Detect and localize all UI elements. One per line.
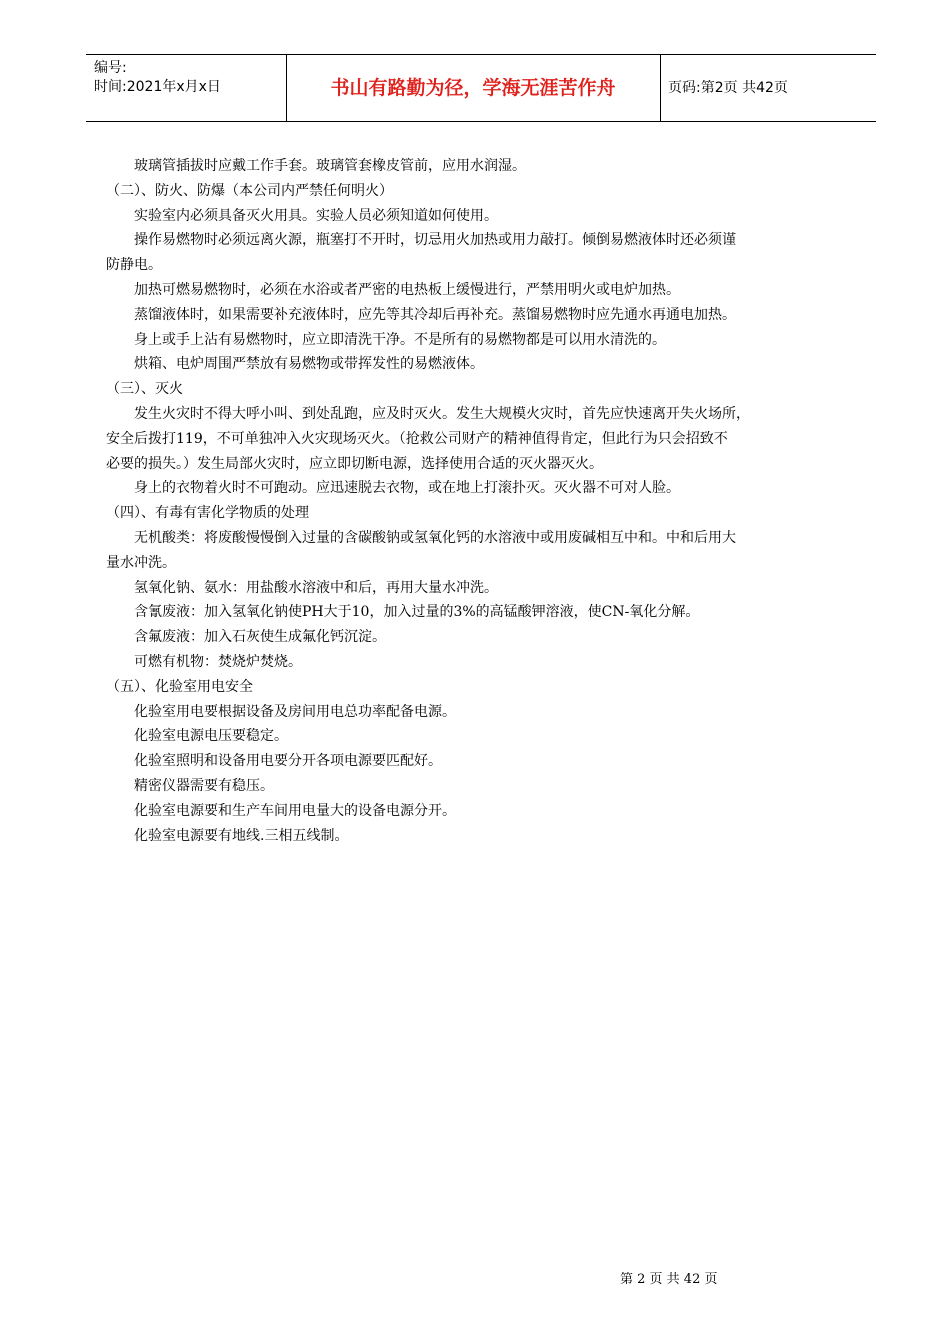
paragraph-line: 化验室照明和设备用电要分开各项电源要匹配好。 [134, 753, 442, 770]
paragraph-line: 玻璃管插拔时应戴工作手套。玻璃管套橡皮管前，应用水润湿。 [134, 158, 526, 174]
paragraph-line: 氢氧化钠、氨水：用盐酸水溶液中和后，再用大量水冲洗。 [134, 579, 498, 596]
paragraph-line: 加热可燃易燃物时，必须在水浴或者严密的电热板上缓慢进行，严禁用明火或电炉加热。 [134, 281, 680, 298]
paragraph-line: 无机酸类：将废酸慢慢倒入过量的含碳酸钠或氢氧化钙的水溶液中或用废碱相互中和。中和后用大 [134, 529, 736, 546]
paragraph-line: （五）、化验室用电安全 [106, 678, 253, 695]
paragraph-line: 化验室电源要有地线.三相五线制。 [134, 827, 349, 844]
document-body [106, 154, 866, 848]
page-header [86, 54, 876, 122]
paragraph-line: 身上的衣物着火时不可跑动。应迅速脱去衣物，或在地上打滚扑灭。灭火器不可对人脸。 [134, 480, 680, 497]
header-info [94, 59, 284, 97]
paragraph-line: 实验室内必须具备灭火用具。实验人员必须知道如何使用。 [134, 207, 498, 224]
document-number-label: 编号: [94, 60, 127, 76]
paragraph-line: 精密仪器需要有稳压。 [134, 777, 274, 794]
paragraph-line: 安全后拨打119，不可单独冲入火灾现场灭火。（抢救公司财产的精神值得肯定，但此行为只会招致不 [106, 430, 728, 447]
paragraph-line: 发生火灾时不得大呼小叫、到处乱跑，应及时灭火。发生大规模火灾时，首先应快速离开失火场所， [134, 405, 750, 422]
paragraph-line: 必要的损失。）发生局部火灾时，应立即切断电源，选择使用合适的灭火器灭火。 [106, 455, 603, 472]
paragraph-line: 可燃有机物：焚烧炉焚烧。 [134, 653, 302, 670]
paragraph-line: 化验室用电要根据设备及房间用电总功率配备电源。 [134, 703, 456, 720]
header-divider [660, 55, 661, 121]
header-motto: 书山有路勤为径，学海无涯苦作舟 [330, 77, 616, 99]
paragraph-line: 蒸馏液体时，如果需要补充液体时，应先等其冷却后再补充。蒸馏易燃物时应先通水再通电加热。 [134, 306, 736, 323]
paragraph-line: （三）、灭火 [106, 381, 183, 398]
document-time-label: 时间:2021年x月x日 [94, 79, 221, 95]
paragraph-line: （四）、有毒有害化学物质的处理 [106, 505, 309, 522]
paragraph-line: 身上或手上沾有易燃物时，应立即清洗干净。不是所有的易燃物都是可以用水清洗的。 [134, 331, 666, 348]
paragraph-line: 含氟废液：加入石灰使生成氟化钙沉淀。 [134, 629, 386, 646]
paragraph-line: 量水冲洗。 [106, 554, 176, 571]
footer-page-number: 第 2 页 共 42 页 [620, 1272, 718, 1287]
paragraph-line: 化验室电源电压要稳定。 [134, 728, 288, 745]
paragraph-line: 含氰废液：加入氢氧化钠使PH大于10，加入过量的3%的高锰酸钾溶液，使CN-氧化分解。 [134, 604, 700, 621]
paragraph-line: 防静电。 [106, 257, 162, 274]
paragraph-line: 化验室电源要和生产车间用电量大的设备电源分开。 [134, 802, 456, 819]
paragraph-line: 操作易燃物时必须远离火源，瓶塞打不开时，切忌用火加热或用力敲打。倾倒易燃液体时还必须谨 [134, 232, 736, 249]
header-page-number: 页码:第2页 共42页 [668, 80, 788, 96]
paragraph-line: （二）、防火、防爆（本公司内严禁任何明火） [106, 182, 393, 199]
paragraph-line: 烘箱、电炉周围严禁放有易燃物或带挥发性的易燃液体。 [134, 356, 484, 373]
